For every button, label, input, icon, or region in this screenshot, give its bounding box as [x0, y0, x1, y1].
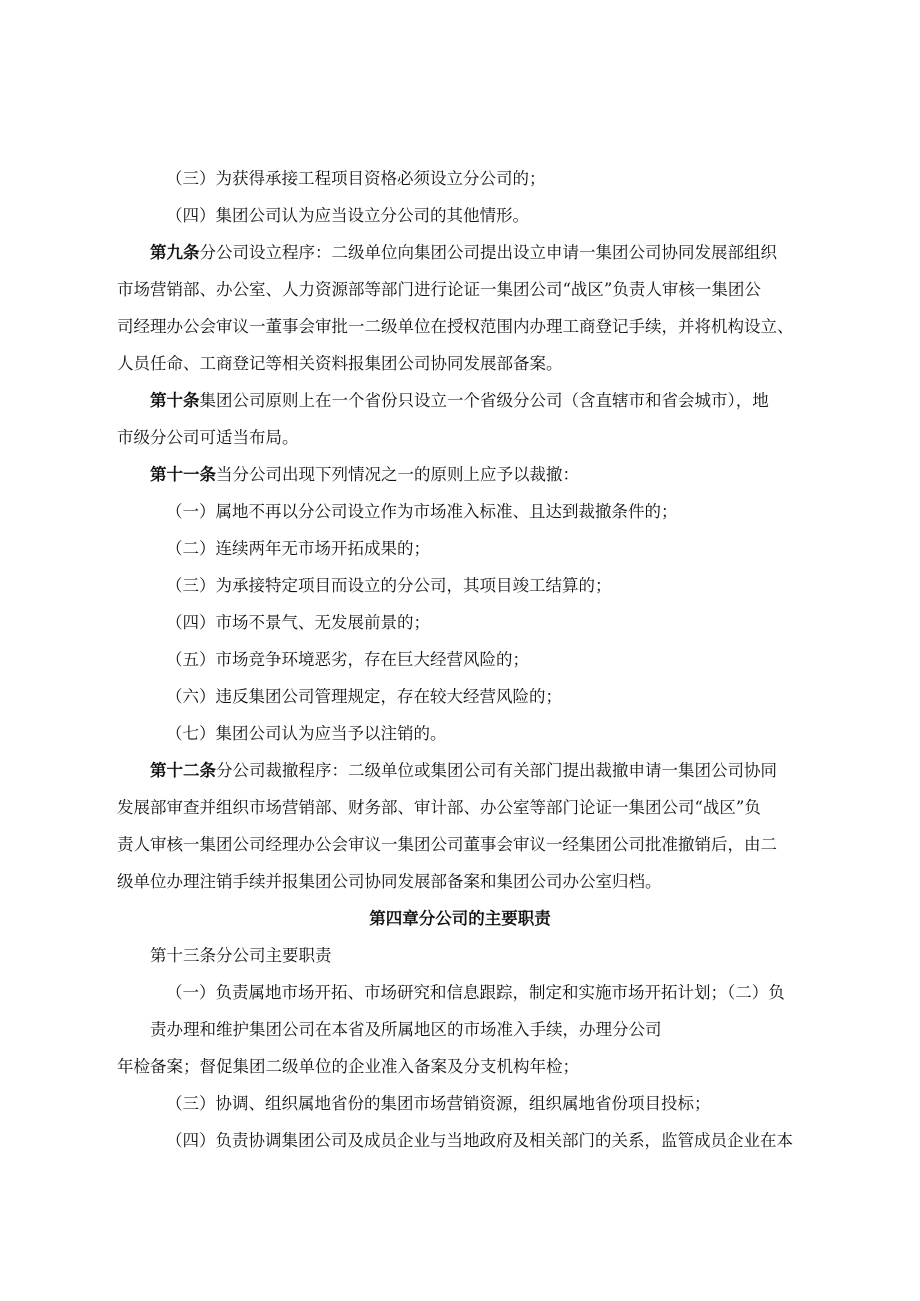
- article-12-line-4: 级单位办理注销手续并报集团公司协同发展部备案和集团公司办公室归档。: [117, 872, 662, 891]
- article-10-text: 集团公司原则上在一个省份只设立一个省级分公司（含直辖市和省会城市），地: [199, 391, 769, 410]
- article-9-line-4: 人员任命、工商登记等相关资料报集团公司协同发展部备案。: [117, 354, 563, 373]
- clause-3: （三）为获得承接工程项目资格必须设立分公司的；: [166, 169, 546, 188]
- article-12-line-1: [150, 760, 777, 782]
- article-9-heading: 第九条: [150, 243, 200, 262]
- article-12-text: 分公司裁撤程序：二级单位或集团公司有关部门提出裁撤申请一集团公司协同: [216, 761, 777, 780]
- article-13-item-1: （一）负责属地市场开拓、市场研究和信息跟踪，制定和实施市场开拓计划；（二）负: [166, 983, 785, 1002]
- article-11-item-5: （五）市场竞争环境恶劣，存在巨大经营风险的；: [166, 650, 529, 669]
- article-10-heading: 第十条: [150, 391, 200, 410]
- chapter-4-heading: 第四章分公司的主要职责: [369, 909, 551, 928]
- article-12-line-2: 发展部审查并组织市场营销部、财务部、审计部、办公室等部门论证一集团公司“战区”负: [117, 798, 761, 817]
- article-13-item-2-cont: 年检备案；督促集团二级单位的企业准入备案及分支机构年检；: [117, 1057, 579, 1076]
- article-9-line-1: [150, 242, 777, 264]
- article-11-item-4: （四）市场不景气、无发展前景的；: [166, 613, 430, 632]
- article-11-text: 当分公司出现下列情况之一的原则上应予以裁撤：: [216, 465, 579, 484]
- article-13-item-3: （三）协调、组织属地省份的集团市场营销资源，组织属地省份项目投标；: [166, 1094, 711, 1113]
- article-9-line-3: 司经理办公会审议一董事会审批一二级单位在授权范围内办理工商登记手续，并将机构设立、: [117, 317, 794, 336]
- article-11-item-7: （七）集团公司认为应当予以注销的。: [166, 724, 447, 743]
- article-11-item-3: （三）为承接特定项目而设立的分公司，其项目竣工结算的；: [166, 576, 612, 595]
- article-9-line-2: 市场营销部、办公室、人力资源部等部门进行论证一集团公司“战区”负责人审核一集团公: [117, 280, 761, 299]
- article-11-item-2: （二）连续两年无市场开拓成果的；: [166, 539, 430, 558]
- article-13-item-4: （四）负责协调集团公司及成员企业与当地政府及相关部门的关系，监管成员企业在本: [166, 1131, 793, 1150]
- article-11-line-1: [150, 464, 579, 486]
- article-11-item-6: （六）违反集团公司管理规定，存在较大经营风险的；: [166, 687, 562, 706]
- article-9-text: 分公司设立程序：二级单位向集团公司提出设立申请一集团公司协同发展部组织: [199, 243, 777, 262]
- article-11-heading: 第十一条: [150, 465, 216, 484]
- article-12-heading: 第十二条: [150, 761, 216, 780]
- article-10-line-2: 市级分公司可适当布局。: [117, 428, 299, 447]
- article-13-line-1: 第十三条分公司主要职责: [150, 946, 332, 965]
- article-11-item-1: （一）属地不再以分公司设立作为市场准入标准、且达到裁撤条件的；: [166, 502, 678, 521]
- clause-4: （四）集团公司认为应当设立分公司的其他情形。: [166, 206, 529, 225]
- article-10-line-1: [150, 390, 769, 412]
- article-12-line-3: 责人审核一集团公司经理办公会审议一集团公司董事会审议一经集团公司批准撤销后，由二: [117, 835, 777, 854]
- article-13-item-2: 责办理和维护集团公司在本省及所属地区的市场准入手续，办理分公司: [150, 1020, 662, 1039]
